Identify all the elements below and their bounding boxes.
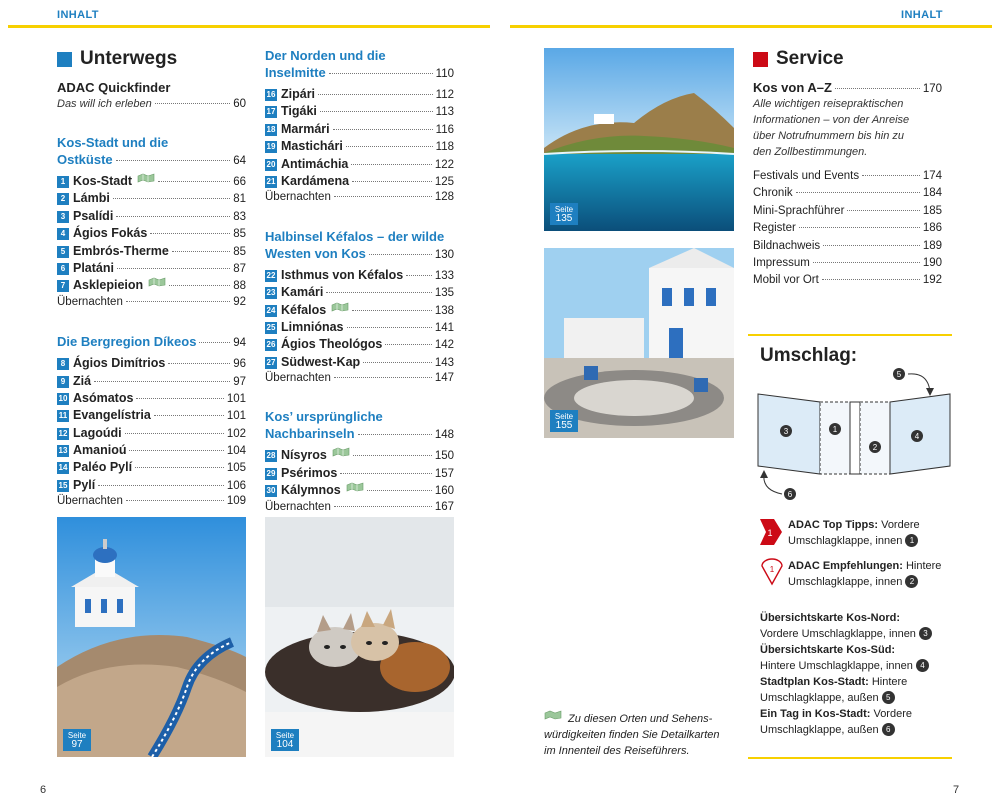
toc-entry-name: 13 Amanioú	[58, 443, 127, 458]
section-title: Service	[776, 48, 844, 69]
toc-entry[interactable]	[265, 174, 454, 191]
entry-number-badge: 28	[266, 451, 276, 461]
quickfinder-row[interactable]	[57, 96, 246, 112]
toc-entry-name: 20 Antimáchia	[266, 156, 349, 171]
toc-entry[interactable]	[57, 191, 246, 208]
note-line: im Innenteil des Reiseführers.	[544, 745, 690, 757]
page-number: 96	[233, 358, 246, 371]
page-number: 87	[233, 262, 246, 275]
red-square-icon	[753, 52, 768, 67]
toc-entry[interactable]	[57, 278, 246, 295]
page-number: 148	[434, 429, 454, 442]
page-number: 83	[233, 210, 246, 223]
group-title-row[interactable]	[265, 425, 454, 442]
toc-entry[interactable]	[265, 483, 454, 500]
page-number: 64	[233, 155, 246, 167]
page-number: 122	[434, 158, 454, 171]
toc-entry-name: Übernachten	[265, 191, 331, 204]
toc-entry-name: 27 Südwest-Kap	[266, 354, 361, 369]
page-number: 167	[434, 500, 454, 513]
umschlag-title: Umschlag:	[760, 345, 858, 366]
page-number: 81	[233, 193, 246, 206]
page-number: 189	[922, 239, 942, 252]
page-number: 112	[435, 89, 454, 101]
toc-entry[interactable]	[57, 226, 246, 243]
section-title: Unterwegs	[80, 48, 178, 69]
entry-number-badge: 2	[57, 193, 69, 205]
svg-text:1: 1	[769, 565, 775, 574]
quickfinder-title: ADAC Quickfinder	[57, 80, 171, 95]
toc-entry[interactable]	[57, 244, 246, 261]
note-line: würdigkeiten finden Sie Detailkarten	[544, 729, 720, 741]
service-entry[interactable]	[753, 205, 942, 222]
note-line: Zu diesen Orten und Sehens-	[568, 713, 713, 725]
map-icon	[544, 709, 562, 719]
page-number: 185	[922, 204, 942, 217]
toc-entry-uebernachten[interactable]	[265, 191, 454, 208]
group-title-row[interactable]	[57, 151, 246, 168]
page-number: 190	[922, 256, 942, 269]
group-title: Kos-Stadt und die	[57, 135, 169, 150]
entry-number-badge: 21	[266, 176, 276, 186]
toc-entry[interactable]	[265, 448, 454, 465]
service-entry-name: Festivals und Events	[753, 170, 860, 182]
entry-number-badge: 20	[266, 159, 276, 169]
photo-white-house	[544, 248, 734, 438]
toc-entry-name: 3 Psalídi	[57, 209, 113, 224]
group-title-line2: Ostküste	[57, 152, 113, 167]
page-number: 60	[233, 98, 246, 110]
toc-entry-name: 2 Lámbi	[57, 191, 110, 206]
map-icon	[346, 481, 364, 491]
toc-entry[interactable]	[265, 87, 454, 104]
page-number: 105	[226, 462, 246, 475]
entry-number-badge: 30	[266, 486, 276, 496]
toc-entry-name: 6 Platáni	[57, 261, 114, 276]
entry-number-badge: 26	[266, 340, 276, 350]
group-title-row[interactable]	[265, 64, 454, 81]
toc-entry-name: 16 Zipári	[266, 87, 316, 101]
toc-entry[interactable]	[265, 285, 454, 302]
entry-number-badge: 22	[266, 270, 276, 280]
toc-entry-name: 28 Nísyros	[265, 448, 350, 463]
entry-number-badge: 11	[58, 411, 68, 421]
page-number: 186	[922, 222, 942, 235]
section-heading-unterwegs	[57, 48, 246, 70]
svg-text:1: 1	[832, 425, 838, 434]
page-number: 135	[434, 287, 454, 300]
quickfinder-sub: Das will ich erleben	[57, 98, 152, 110]
entry-number-badge: 7	[57, 280, 69, 292]
toc-entry-name: 8 Ágios Dimítrios	[57, 356, 165, 371]
group-title-line2: Nachbarinseln	[265, 426, 355, 442]
toc-entry[interactable]	[265, 104, 454, 121]
photo-island-sea	[544, 48, 734, 231]
toc-entry[interactable]	[57, 391, 246, 408]
page-number: 110	[435, 68, 454, 80]
toc-entry-uebernachten[interactable]	[57, 495, 246, 512]
page-number: 85	[233, 245, 246, 258]
service-entry-name: Mobil vor Ort	[753, 274, 819, 287]
toc-entry[interactable]	[265, 303, 454, 320]
page-number: 101	[226, 392, 246, 405]
page-number: 128	[434, 191, 454, 204]
umschlag-rule-top	[748, 334, 952, 336]
kos-az-desc: Informationen – von der Anreise	[753, 114, 910, 126]
page-number: 102	[226, 427, 246, 440]
header-rule-left	[8, 25, 490, 28]
map-icon	[137, 172, 155, 182]
toc-entry-name: 9 Ziá	[57, 374, 91, 389]
entry-number-badge: 18	[266, 124, 276, 134]
toc-entry-name: 18 Marmári	[266, 121, 330, 136]
toc-entry-name: 14 Paléo Pylí	[58, 460, 133, 475]
page-number: 142	[434, 339, 454, 352]
toc-entry-name: 23 Kamári	[266, 285, 324, 300]
page-number: 130	[434, 248, 454, 261]
entry-number-badge: 4	[57, 228, 69, 240]
kos-az-title: Kos von A–Z	[753, 80, 832, 95]
page-number: 184	[922, 187, 942, 200]
svg-text:6: 6	[787, 490, 793, 499]
legend-ein-tag: Ein Tag in Kos-Stadt: Vordere Umschlagklappe, außen 6	[760, 708, 912, 736]
toc-entry[interactable]	[57, 478, 246, 495]
toc-entry-name: 30 Kálymnos	[265, 483, 364, 498]
toc-entry-name: 24 Kéfalos	[265, 303, 349, 318]
service-entry[interactable]	[753, 222, 942, 239]
toc-column-2	[265, 47, 454, 518]
service-entry-name: Bildnachweis	[753, 239, 821, 252]
page-number: 116	[435, 123, 454, 136]
page-number: 88	[233, 280, 246, 293]
service-entry[interactable]	[753, 240, 942, 257]
toc-entry[interactable]	[265, 268, 454, 285]
service-entry-name: Chronik	[753, 187, 793, 200]
service-entry-name: Mini-Sprachführer	[753, 204, 845, 217]
svg-text:5: 5	[896, 370, 902, 379]
page-number-left: 6	[40, 784, 47, 796]
map-icon	[331, 301, 349, 311]
group-title: Kos’ ursprüngliche	[265, 409, 383, 425]
page-number: 66	[233, 176, 246, 188]
page-number: 141	[434, 321, 454, 334]
toc-entry[interactable]	[57, 174, 246, 191]
kos-az-desc: über Notrufnummern bis hin zu	[753, 130, 905, 142]
toc-entry-name: 5 Embrós-Therme	[57, 244, 169, 259]
entry-number-badge: 6	[57, 263, 69, 275]
page-number: 192	[922, 274, 942, 287]
page-number: 125	[434, 175, 454, 188]
header-rule-right	[510, 25, 992, 28]
toc-entry-name: 15 Pylí	[58, 477, 96, 492]
toc-entry[interactable]	[57, 408, 246, 425]
svg-text:2: 2	[872, 443, 878, 452]
toc-entry-uebernachten[interactable]	[57, 296, 246, 313]
page-number: 104	[226, 445, 246, 458]
cover-fold-diagram	[752, 364, 952, 510]
toc-entry-name: 11 Evangelístria	[58, 408, 151, 423]
section-heading-service	[753, 48, 942, 70]
entry-number-badge: 29	[266, 468, 276, 478]
entry-number-badge: 9	[57, 376, 69, 388]
entry-number-badge: 23	[266, 288, 276, 298]
page-number: 106	[226, 479, 246, 492]
toc-entry[interactable]	[57, 426, 246, 443]
entry-number-badge: 25	[266, 322, 276, 332]
group-title: Der Norden und die	[265, 48, 386, 63]
toc-entry[interactable]	[265, 157, 454, 174]
group-title-line2: Inselmitte	[265, 65, 326, 80]
toc-entry-name: Übernachten	[265, 372, 331, 385]
entry-number-badge: 27	[266, 357, 276, 367]
group-title-row[interactable]	[57, 333, 246, 350]
page-number: 92	[233, 295, 246, 308]
entry-number-badge: 5	[57, 246, 69, 258]
toc-entry-uebernachten[interactable]	[265, 372, 454, 389]
seite-badge: Seite 104	[271, 729, 299, 751]
toc-entry-name: 17 Tigáki	[266, 104, 317, 119]
page-number: 157	[434, 467, 454, 480]
legend-kos-sued: Übersichtskarte Kos-Süd: Hintere Umschlagklappe, innen 4	[760, 642, 952, 674]
svg-text:4: 4	[914, 432, 920, 441]
toc-entry-name: 19 Mastichári	[266, 139, 343, 154]
entry-number-badge: 8	[57, 358, 69, 370]
entry-number-badge: 12	[58, 428, 68, 438]
toc-entry-name: 4 Ágios Fokás	[57, 226, 147, 241]
page-number: 94	[233, 337, 246, 350]
group-title-line2: Westen von Kos	[265, 245, 366, 261]
map-icon	[148, 276, 166, 286]
toc-entry-name: 25 Limniónas	[266, 319, 344, 334]
entry-number-badge: 1	[57, 176, 69, 188]
page-number: 143	[434, 356, 454, 369]
entry-number-badge: 19	[266, 142, 276, 152]
toc-entry[interactable]	[265, 355, 454, 372]
page-number: 101	[226, 410, 246, 423]
service-entry[interactable]	[753, 187, 942, 204]
top-tipp-arrow-icon	[760, 517, 784, 547]
toc-column-4	[753, 48, 942, 292]
umschlag-rule-bottom	[748, 757, 952, 759]
page-number: 160	[434, 485, 454, 498]
entry-number-badge: 14	[58, 463, 68, 473]
page-number: 138	[434, 304, 454, 317]
toc-entry-name: 26 Ágios Theológos	[266, 337, 383, 352]
empfehlung-pin-icon	[760, 558, 784, 586]
page-number: 85	[233, 228, 246, 241]
number-circle-icon: 1	[905, 534, 918, 547]
page-number: 118	[435, 141, 454, 154]
toc-entry-name: 29 Psérimos	[266, 465, 338, 480]
service-entry[interactable]	[753, 170, 942, 187]
kos-az-desc: den Zollbestimmungen.	[753, 146, 868, 158]
svg-text:1: 1	[767, 528, 773, 538]
page-number: 170	[922, 83, 942, 95]
toc-entry[interactable]	[265, 139, 454, 156]
entry-number-badge: 10	[58, 393, 68, 403]
service-entry[interactable]	[753, 274, 942, 291]
service-entry-name: Impressum	[753, 256, 810, 269]
group-title-row[interactable]	[265, 245, 454, 262]
header-right-label: INHALT	[901, 9, 943, 21]
blue-square-icon	[57, 52, 72, 67]
toc-entry-name: 7 Asklepieion	[57, 278, 166, 293]
group-title: Die Bergregion Díkeos	[57, 334, 197, 350]
toc-entry[interactable]	[57, 356, 246, 373]
service-entry-name: Register	[753, 222, 796, 235]
seite-badge: Seite 135	[550, 203, 578, 225]
toc-entry[interactable]	[57, 443, 246, 460]
header-left-label: INHALT	[57, 9, 99, 21]
seite-badge: Seite 155	[550, 410, 578, 432]
page-number: 174	[922, 170, 942, 182]
map-note	[544, 711, 744, 759]
toc-entry-name: 22 Isthmus von Kéfalos	[266, 267, 404, 282]
toc-column-1	[57, 48, 246, 513]
toc-entry[interactable]	[57, 374, 246, 391]
number-circle-icon: 2	[905, 575, 918, 588]
toc-entry-name: 1 Kos-Stadt	[57, 174, 155, 189]
toc-entry-name: 10 Asómatos	[58, 390, 134, 405]
legend-empfehlungen: 1 ADAC Empfehlungen: Hintere Umschlagklappe, innen 2	[760, 558, 952, 590]
entry-number-badge: 15	[58, 480, 68, 490]
toc-entry-name: Übernachten	[57, 495, 123, 508]
page-number: 147	[434, 372, 454, 385]
page-number-right: 7	[953, 784, 960, 796]
toc-entry[interactable]	[57, 209, 246, 226]
umschlag-legend	[760, 517, 952, 738]
page-number: 97	[233, 375, 246, 388]
kos-az-row[interactable]	[753, 79, 942, 96]
page-number: 133	[434, 269, 454, 282]
toc-entry-name: 21 Kardámena	[266, 173, 350, 188]
map-icon	[332, 446, 350, 456]
legend-top-tipps: 1 ADAC Top Tipps: Vordere Umschlagklappe, innen 1	[760, 517, 952, 549]
page-number: 150	[434, 450, 454, 463]
page-number: 109	[226, 495, 246, 508]
toc-entry[interactable]	[57, 460, 246, 477]
kos-az-desc: Alle wichtigen reisepraktischen	[753, 98, 904, 110]
entry-number-badge: 17	[266, 107, 276, 117]
entry-number-badge: 16	[266, 90, 276, 99]
svg-text:3: 3	[783, 427, 789, 436]
entry-number-badge: 24	[266, 305, 276, 315]
photo-chapel-rock	[57, 517, 246, 757]
toc-entry[interactable]	[265, 320, 454, 337]
toc-entry[interactable]	[265, 337, 454, 354]
toc-entry-name: Übernachten	[57, 295, 123, 308]
page-number: 113	[435, 106, 454, 119]
photo-cats	[265, 517, 454, 757]
seite-badge: Seite 97	[63, 729, 91, 751]
toc-entry-name: 12 Lagoúdi	[58, 425, 122, 440]
legend-kos-nord: Übersichtskarte Kos-Nord: Vordere Umschlagklappe, innen 3	[760, 610, 952, 642]
entry-number-badge: 3	[57, 211, 69, 223]
legend-stadtplan: Stadtplan Kos-Stadt: Hintere Umschlagklappe, außen 5	[760, 676, 908, 704]
toc-entry-name: Übernachten	[265, 500, 331, 513]
service-entry[interactable]	[753, 257, 942, 274]
toc-entry-uebernachten[interactable]	[265, 501, 454, 518]
group-title: Halbinsel Kéfalos – der wilde	[265, 228, 445, 244]
entry-number-badge: 13	[58, 446, 68, 456]
toc-entry[interactable]	[265, 122, 454, 139]
